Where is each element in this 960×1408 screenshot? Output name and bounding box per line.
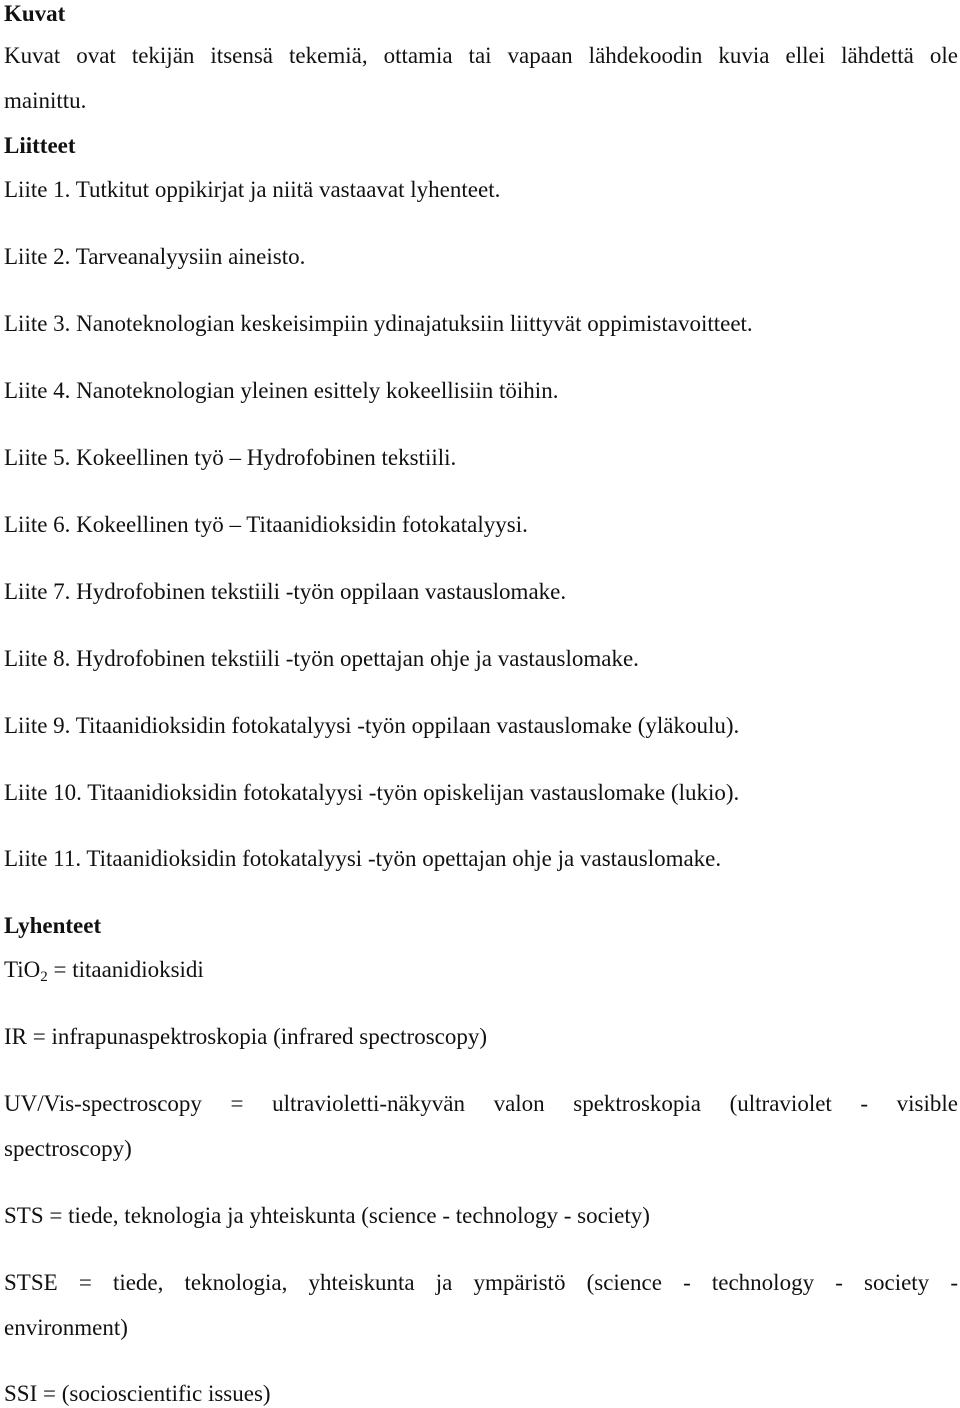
tio2-definition: = titaanidioksidi bbox=[47, 957, 204, 982]
liite-item: Liite 3. Nanoteknologian keskeisimpiin ydinajatuksiin liittyvät oppimistavoitteet. bbox=[4, 311, 753, 336]
abbreviation-ir: IR = infrapunaspektroskopia (infrared spectroscopy) bbox=[4, 1024, 488, 1049]
liite-item: Liite 7. Hydrofobinen tekstiili -työn oppilaan vastauslomake. bbox=[4, 579, 567, 604]
abbreviation-stse-line-1: STSE = tiede, teknologia, yhteiskunta ja ympäristö (science - technology - society - bbox=[4, 1270, 958, 1295]
liite-item: Liite 9. Titaanidioksidin fotokatalyysi -työn oppilaan vastauslomake (yläkoulu). bbox=[4, 713, 740, 738]
liite-item: Liite 4. Nanoteknologian yleinen esittely kokeellisiin töihin. bbox=[4, 378, 559, 403]
tio2-prefix: TiO bbox=[4, 957, 41, 982]
liite-item: Liite 2. Tarveanalyysiin aineisto. bbox=[4, 244, 306, 269]
kuvat-text-line-2: mainittu. bbox=[4, 88, 87, 113]
liite-item: Liite 11. Titaanidioksidin fotokatalyysi -työn opettajan ohje ja vastauslomake. bbox=[4, 846, 722, 871]
abbreviation-ssi: SSI = (socioscientific issues) bbox=[4, 1381, 271, 1406]
liite-item: Liite 5. Kokeellinen työ – Hydrofobinen tekstiili. bbox=[4, 445, 457, 470]
liite-item: Liite 1. Tutkitut oppikirjat ja niitä vastaavat lyhenteet. bbox=[4, 177, 501, 202]
lyhenteet-heading: Lyhenteet bbox=[4, 913, 102, 938]
abbreviation-stse-line-2: environment) bbox=[4, 1315, 128, 1340]
abbreviation-uvvis-line-1: UV/Vis-spectroscopy = ultravioletti-näkyvän valon spektroskopia (ultraviolet - visible bbox=[4, 1091, 958, 1116]
abbreviation-sts: STS = tiede, teknologia ja yhteiskunta (science - technology - society) bbox=[4, 1203, 650, 1228]
liite-item: Liite 8. Hydrofobinen tekstiili -työn opettajan ohje ja vastauslomake. bbox=[4, 646, 639, 671]
liite-item: Liite 10. Titaanidioksidin fotokatalyysi -työn opiskelijan vastauslomake (lukio). bbox=[4, 780, 740, 805]
liitteet-heading: Liitteet bbox=[4, 133, 76, 158]
abbreviation-uvvis-line-2: spectroscopy) bbox=[4, 1136, 132, 1161]
tio2-subscript: 2 bbox=[40, 969, 48, 985]
kuvat-text-line-1: Kuvat ovat tekijän itsensä tekemiä, ottamia tai vapaan lähdekoodin kuvia ellei lähdettä ole bbox=[4, 43, 958, 68]
kuvat-heading: Kuvat bbox=[4, 1, 66, 26]
liite-item: Liite 6. Kokeellinen työ – Titaanidioksidin fotokatalyysi. bbox=[4, 512, 528, 537]
abbreviation-tio2 bbox=[4, 956, 204, 984]
